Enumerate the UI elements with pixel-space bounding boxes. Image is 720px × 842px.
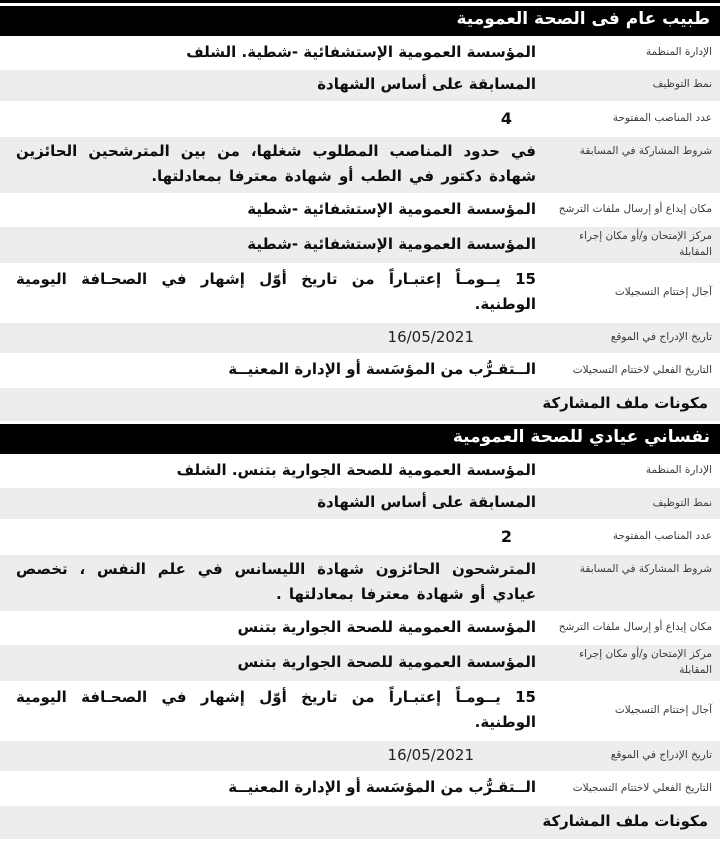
job-section-general-doctor	[0, 6, 720, 421]
field-row-file-submission-place	[0, 195, 720, 226]
file-components-heading: مكونات ملف المشاركة	[0, 806, 720, 840]
field-row-actual-closing-date	[0, 355, 720, 386]
section-title: طبيب عام فى الصحة العمومية	[0, 6, 720, 36]
field-label-registration-deadline: آجال إختتام التسجيلات	[614, 704, 712, 716]
field-value-exam-center: المؤسسة العمومية الإستشفائية -شطية	[247, 234, 536, 253]
field-value-registration-deadline: 15 يــومـاً إعتبـاراً من تاريخ أوّل إشهار في الصحـافة اليومية الوطنية.	[16, 269, 536, 314]
field-label-file-submission-place: مكان إيداع أو إرسال ملفات الترشح	[558, 621, 712, 634]
field-value-open-positions-count: 2	[500, 526, 512, 546]
field-label-site-posting-date: تاريخ الإدراج في الموقع	[610, 331, 712, 344]
field-label-open-positions-count: عدد المناصب المفتوحة	[612, 111, 712, 124]
field-value-participation-conditions: في حدود المناصب المطلوب شغلها، من بين المترشحين الحائزين شهادة دكتور في الطب أو شهادة معترفا بمعادلتها.	[16, 141, 536, 186]
field-label-employment-type: نمط التوظيف	[652, 496, 712, 509]
field-value-file-submission-place: المؤسسة العمومية الإستشفائية -شطية	[247, 199, 536, 218]
field-row-registration-deadline	[0, 265, 720, 321]
field-row-participation-conditions	[0, 555, 720, 611]
field-value-actual-closing-date: الــتقـرُّب من المؤسَسة أو الإدارة المعنيــة	[228, 360, 536, 379]
field-value-employment-type: المسابقة على أساس الشهادة	[317, 75, 536, 93]
field-label-registration-deadline: آجال إختتام التسجيلات	[614, 285, 712, 298]
field-value-organizing-administration: المؤسسة العمومية الإستشفائية -شطية. الشلف	[186, 42, 536, 61]
field-row-exam-center	[0, 645, 720, 681]
field-value-organizing-administration: المؤسسة العمومية للصحة الجوارية بتنس. الشلف	[176, 460, 536, 479]
field-row-site-posting-date	[0, 323, 720, 354]
field-value-exam-center: المؤسسة العمومية للصحة الجوارية بتنس	[237, 652, 536, 671]
field-value-registration-deadline: 15 يــومـاً إعتبـاراً من تاريخ أوّل إشهار في الصحـافة اليومية الوطنية.	[16, 687, 536, 732]
field-row-exam-center	[0, 227, 720, 263]
field-value-file-submission-place: المؤسسة العمومية للصحة الجوارية بتنس	[237, 617, 536, 636]
field-label-participation-conditions: شروط المشاركة في المسابقة	[579, 144, 712, 157]
field-label-actual-closing-date: التاريخ الفعلي لاختتام التسجيلات	[572, 363, 712, 376]
field-value-open-positions-count: 4	[500, 108, 512, 128]
field-label-employment-type: نمط التوظيف	[652, 78, 712, 91]
field-value-participation-conditions: المترشحون الحائزون شهادة الليسانس في علم النفس ، تخصص عيادي أو شهادة معترفا بمعادلتها .	[16, 559, 536, 604]
field-label-site-posting-date: تاريخ الإدراج في الموقع	[610, 749, 712, 762]
field-row-employment-type	[0, 488, 720, 519]
field-row-file-submission-place	[0, 613, 720, 644]
field-value-site-posting-date: 16/05/2021	[387, 745, 474, 764]
field-label-organizing-administration: الإدارة المنظمة	[645, 464, 712, 477]
field-label-exam-center: مركز الإمتحان و/أو مكان إجراء المقابلة	[579, 648, 712, 677]
top-divider	[0, 0, 720, 3]
field-row-participation-conditions	[0, 137, 720, 193]
field-row-organizing-administration	[0, 456, 720, 487]
field-label-exam-center: مركز الإمتحان و/أو مكان إجراء المقابلة	[579, 230, 712, 258]
section-title: نفساني عيادي للصحة العمومية	[0, 424, 720, 454]
job-section-clinical-psychologist	[0, 424, 720, 839]
field-label-open-positions-count: عدد المناصب المفتوحة	[612, 529, 712, 542]
field-row-actual-closing-date	[0, 773, 720, 804]
field-label-participation-conditions: شروط المشاركة في المسابقة	[579, 562, 712, 575]
field-row-open-positions-count	[0, 103, 720, 135]
field-label-actual-closing-date: التاريخ الفعلي لاختتام التسجيلات	[572, 781, 712, 794]
field-value-actual-closing-date: الــتقـرُّب من المؤسَسة أو الإدارة المعنيــة	[228, 778, 536, 797]
field-row-site-posting-date	[0, 741, 720, 772]
field-row-organizing-administration	[0, 38, 720, 69]
field-label-file-submission-place: مكان إيداع أو إرسال ملفات الترشح	[558, 203, 712, 216]
field-value-employment-type: المسابقة على أساس الشهادة	[317, 493, 536, 512]
field-row-employment-type	[0, 70, 720, 101]
field-label-organizing-administration: الإدارة المنظمة	[645, 45, 712, 58]
file-components-heading: مكونات ملف المشاركة	[0, 388, 720, 422]
field-row-open-positions-count	[0, 521, 720, 553]
field-value-site-posting-date: 16/05/2021	[387, 327, 474, 346]
